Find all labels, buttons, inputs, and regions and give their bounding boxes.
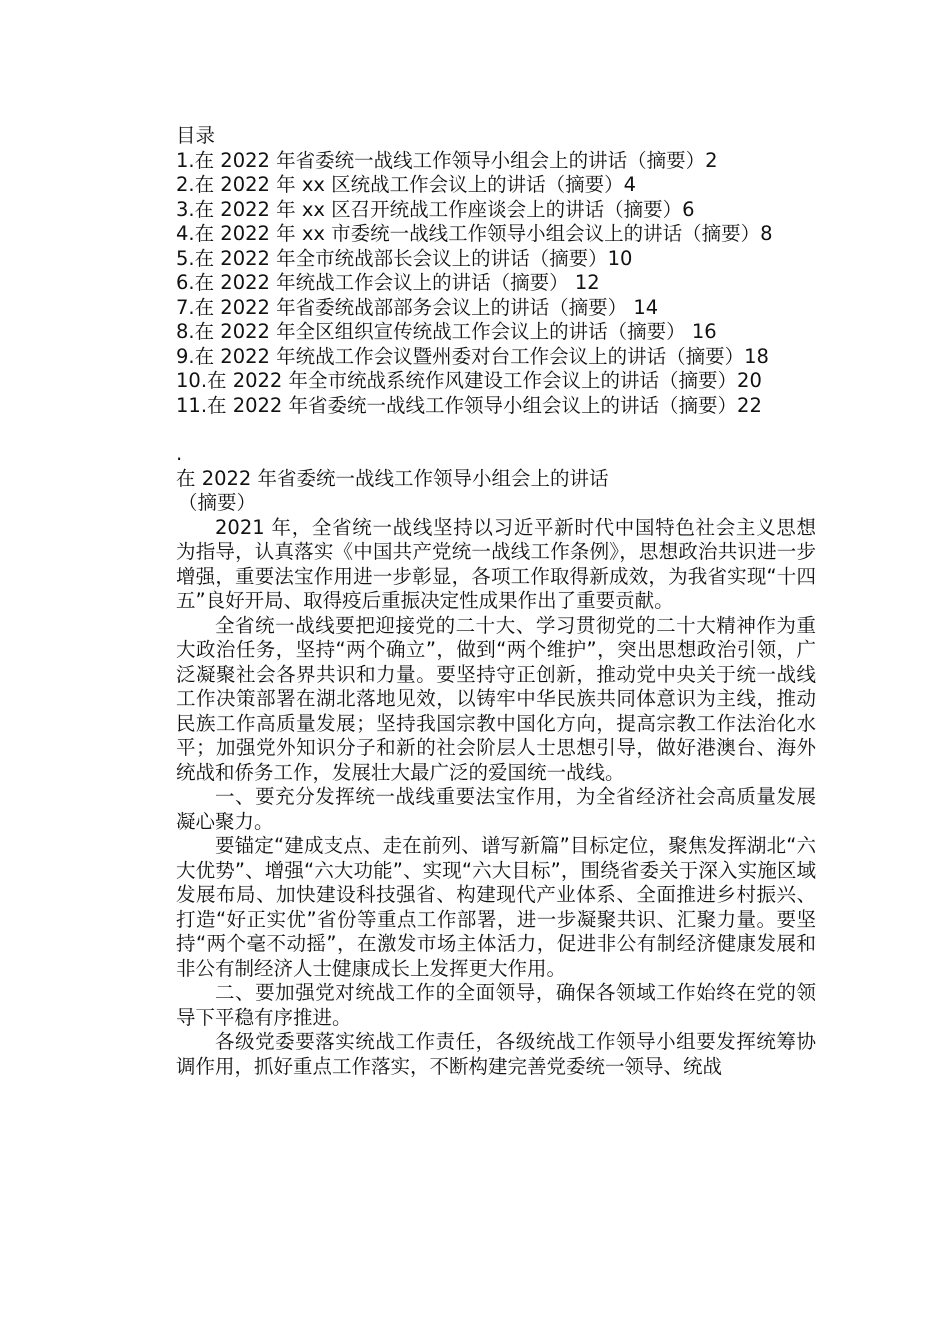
toc-item: 11.在 2022 年省委统一战线工作领导小组会议上的讲话（摘要）22 (176, 393, 762, 417)
article-paragraph: 2021 年，全省统一战线坚持以习近平新时代中国特色社会主义思想为指导，认真落实《中国共产党统一战线工作条例》，思想政治共识进一步增强，重要法宝作用进一步彰显，各项工作取得新成效，为我省实现“十四五”良好开局、取得疫后重振决定性成果作出了重要贡献。 (176, 515, 816, 612)
article-title: 在 2022 年省委统一战线工作领导小组会上的讲话 (176, 466, 609, 490)
article-paragraph: 要锚定“建成支点、走在前列、谱写新篇”目标定位，聚焦发挥湖北“六大优势”、增强“六大功能”、实现“六大目标”，围绕省委关于深入实施区域发展布局、加快建设科技强省、构建现代产业体系、全面推进乡村振兴、打造“好正实优”省份等重点工作部署，进一步凝聚共识、汇聚力量。要坚持“两个毫不动摇”，在激发市场主体活力，促进非公有制经济健康发展和非公有制经济人士健康成长上发挥更大作用。 (176, 834, 816, 980)
document-body (176, 124, 816, 1079)
section-gap (176, 418, 816, 442)
toc-item: 5.在 2022 年全市统战部长会议上的讲话（摘要）10 (176, 246, 633, 270)
separator-mark: . (176, 442, 183, 465)
toc-item: 1.在 2022 年省委统一战线工作领导小组会上的讲话（摘要）2 (176, 148, 718, 172)
article-paragraph: 全省统一战线要把迎接党的二十大、学习贯彻党的二十大精神作为重大政治任务，坚持“两个确立”，做到“两个维护”，突出思想政治引领，广泛凝聚社会各界共识和力量。要坚持守正创新，推动党中央关于统一战线工作决策部署在湖北落地见效，以铸牢中华民族共同体意识为主线，推动民族工作高质量发展；坚持我国宗教中国化方向，提高宗教工作法治化水平；加强党外知识分子和新的社会阶层人士思想引导，做好港澳台、海外统战和侨务工作，发展壮大最广泛的爱国统一战线。 (176, 613, 816, 784)
toc-list (176, 149, 816, 419)
section-heading: 二、要加强党对统战工作的全面领导，确保各领域工作始终在党的领导下平稳有序推进。 (176, 981, 816, 1029)
section-heading: 一、要充分发挥统一战线重要法宝作用，为全省经济社会高质量发展凝心聚力。 (176, 785, 816, 833)
toc-item: 2.在 2022 年 xx 区统战工作会议上的讲话（摘要）4 (176, 173, 637, 196)
article-subtitle: （摘要） (178, 491, 257, 514)
toc-item: 9.在 2022 年统战工作会议暨州委对台工作会议上的讲话（摘要）18 (176, 344, 769, 368)
toc-item: 3.在 2022 年 xx 区召开统战工作座谈会上的讲话（摘要）6 (176, 197, 695, 221)
toc-item: 10.在 2022 年全市统战系统作风建设工作会议上的讲话（摘要）20 (176, 369, 762, 392)
article-paragraph: 各级党委要落实统战工作责任，各级统战工作领导小组要发挥统筹协调作用，抓好重点工作落实，不断构建完善党委统一领导、统战 (176, 1030, 816, 1078)
toc-item: 7.在 2022 年省委统战部部务会议上的讲话（摘要） 14 (176, 295, 659, 319)
toc-item: 8.在 2022 年全区组织宣传统战工作会议上的讲话（摘要） 16 (176, 320, 717, 343)
toc-item: 6.在 2022 年统战工作会议上的讲话（摘要） 12 (176, 271, 600, 294)
toc-item: 4.在 2022 年 xx 市委统一战线工作领导小组会议上的讲话（摘要）8 (176, 222, 773, 245)
toc-title: 目录 (176, 124, 216, 147)
